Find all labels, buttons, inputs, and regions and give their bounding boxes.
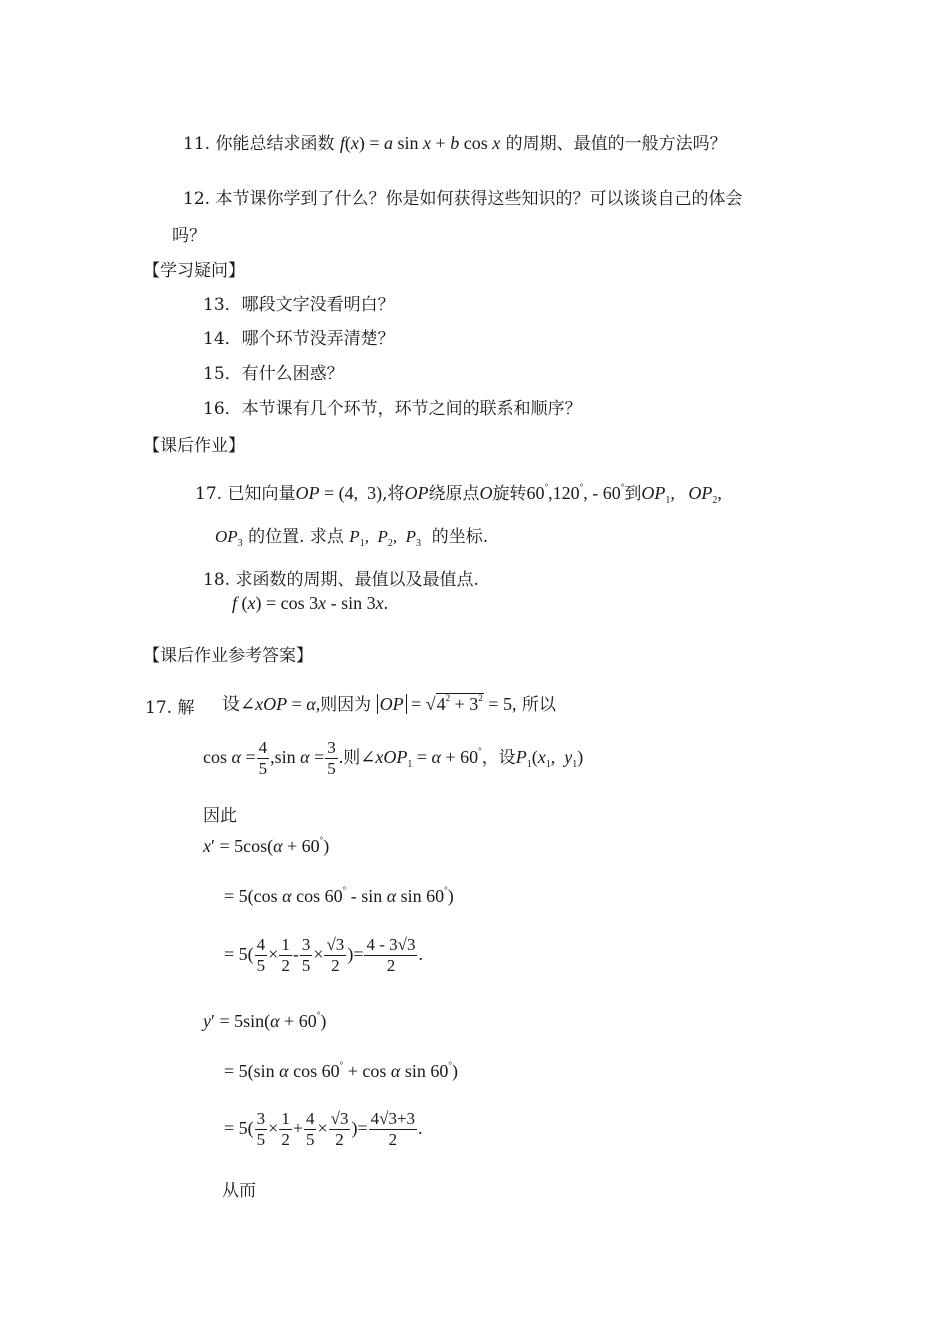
answer-x-line2: = 5(cos α cos 60° - sin α sin 60°)	[224, 885, 454, 906]
answer-17-line2: cos α = $\frac{4}{5}$ ,sin α = $\frac{3}{5}$ .则∠xOP$_1$ = α + 60°，设$P_1(x_1$, $y_1$)	[203, 738, 584, 778]
q11-formula: (x) = a sin x + b cos x	[344, 133, 501, 153]
hw17-op3: $OP_3$	[215, 527, 243, 549]
hw17-mid2: 绕原点	[428, 484, 480, 504]
ans-y-result: $\frac{4√3+3}{2}$	[370, 1109, 416, 1149]
question-14: 14．哪个环节没弄清楚？	[203, 329, 395, 349]
ans-abs-op: OP = $√4^2 + 3^2 = 5$,	[377, 694, 517, 714]
hw17-mid4: 到	[624, 484, 642, 504]
ans-angle-def: 设∠xOP = α,	[222, 694, 321, 714]
section-homework-heading: 【课后作业】	[143, 436, 245, 456]
ans-then: 则	[343, 748, 361, 768]
hw17-line2-end: 的坐标.	[431, 527, 489, 547]
hw17-mid1: ,将	[382, 484, 405, 504]
hw17-angles: 60°,120°, - 60°	[526, 482, 625, 503]
section-questions-heading: 【学习疑问】	[143, 261, 245, 281]
answer-17-label: 17. 解	[145, 698, 195, 718]
hw17-prefix: 17. 已知向量	[195, 484, 296, 504]
answer-thus: 从而	[222, 1181, 256, 1201]
hw17-vector-2: OP	[404, 483, 429, 503]
question-16: 16．本节课有几个环节，环节之间的联系和顺序？	[203, 399, 582, 419]
homework-17-line1	[195, 477, 722, 511]
answer-therefore: 因此	[203, 806, 237, 826]
hw17-vector: OP	[295, 483, 320, 503]
ans-angle-rel: ∠xOP$_1$ = α + 60°	[360, 746, 482, 770]
hw17-line2-text: 的位置. 求点	[248, 527, 344, 547]
ans-frac-4-5: $\frac{4}{5}$	[258, 738, 268, 778]
ans-frac-3-5: $\frac{3}{5}$	[327, 738, 336, 778]
answer-y-line3: = 5( $\frac{3}{5}$ × $\frac{1}{2}$ + $\frac{4}{5}$ × $\frac{√3}{2}$ )= $\frac{4√3+3}{2}$ .	[224, 1109, 423, 1149]
ans-x-result: $\frac{4 - 3√3}{2}$	[366, 935, 416, 975]
ans-cos-label: cos α =	[203, 747, 256, 767]
q11-prefix: 11. 你能总结求函数	[183, 134, 335, 154]
answer-17-line1	[222, 688, 556, 715]
question-11	[183, 133, 727, 154]
ans-set: ，设	[481, 748, 516, 768]
ans-point: $P_1(x_1$, $y_1$)	[515, 747, 584, 770]
question-15: 15．有什么困惑？	[203, 364, 344, 384]
hw17-points: $P_1$, $P_2$, $P_3$	[349, 527, 421, 549]
homework-17-line2	[215, 527, 488, 554]
answer-y-line2: = 5(sin α cos 60° + cos α sin 60°)	[224, 1060, 458, 1081]
question-12-line2: 吗？	[172, 226, 206, 246]
q11-formula-f: f	[339, 133, 345, 153]
hw17-mid3: 旋转	[492, 484, 527, 504]
ans-because: 则因为	[320, 695, 372, 715]
question-13: 13．哪段文字没看明白？	[203, 295, 395, 315]
q11-suffix: 的周期、最值的一般方法吗？	[505, 134, 727, 154]
hw17-targets: $OP_1$, $OP_2$,	[641, 483, 722, 506]
answer-y-line1: y′ = 5sin(α + 60°)	[203, 1010, 327, 1031]
answer-x-line1: x′ = 5cos(α + 60°)	[203, 835, 330, 856]
answer-x-line3: = 5( $\frac{4}{5}$ × $\frac{1}{2}$ - $\frac{3}{5}$ × $\frac{√3}{2}$ )= $\frac{4 - 3√3}{2}$ .	[224, 935, 423, 975]
ans-sin-label: ,sin α =	[270, 747, 325, 767]
ans-so: 所以	[521, 695, 556, 715]
homework-18-text: 18. 求函数的周期、最值以及最值点.	[203, 570, 479, 590]
homework-18-formula: f (x) = cos 3x - sin 3x.	[232, 593, 389, 613]
hw17-origin: O	[479, 483, 493, 503]
question-12-line1: 12. 本节课你学到了什么？你是如何获得这些知识的？可以谈谈自己的体会	[183, 189, 743, 209]
hw17-value: = (4, 3)	[319, 483, 383, 503]
section-answers-heading: 【课后作业参考答案】	[143, 646, 313, 666]
